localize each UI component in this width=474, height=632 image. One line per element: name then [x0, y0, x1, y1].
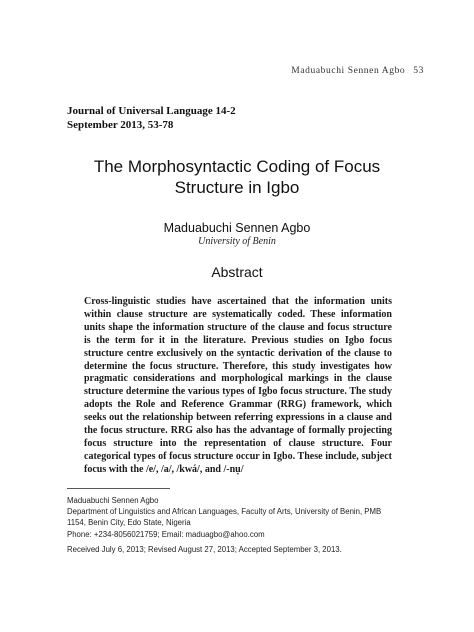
paper-title [40, 156, 434, 198]
page-number: 53 [413, 66, 424, 76]
running-head [291, 66, 424, 76]
author-footnote [67, 495, 412, 540]
journal-name: Journal of Universal Language 14-2 [67, 105, 236, 117]
running-head-author: Maduabuchi Sennen Agbo [291, 66, 406, 76]
footnote-address: 1154, Benin City, Edo State, Nigeria [67, 518, 191, 528]
footnote-department: Department of Linguistics and African Languages, Faculty of Arts, University of Benin, PMB [67, 507, 382, 517]
footnote-divider [67, 488, 170, 489]
paper-title-line-1: The Morphosyntactic Coding of Focus [93, 157, 381, 176]
paper-title-line-2: Structure in Igbo [174, 178, 300, 197]
journal-issue-date: September 2013, 53-78 [67, 119, 174, 131]
abstract-body: Cross-linguistic studies have ascertained that the information units within clause structure are systematically coded. These information units shape the information structure of the clause and focus structure is the term for it in the literature. Previous studies on Igbo focus structure centre exclusively on the syntactic derivation of the clause to determine the focus structure. Therefore, this study investigates how pragmatic considerations and morphological markings in the clause structure determine the various types of Igbo focus structure. The study adopts the Role and Reference Grammar (RRG) framework, which seeks out the relationship between referring expressions in a clause and the focus structure. RRG also has the advantage of formally projecting focus structure into the representation of clause structure. Four categorical types of focus structure occur in Igbo. These include, subject focus with the /e/, /a/, /kwá/, and /-nụ/ [84, 296, 392, 475]
received-dates: Received July 6, 2013; Revised August 27, 2013; Accepted September 3, 2013. [67, 545, 342, 554]
abstract-heading: Abstract [211, 264, 263, 280]
footnote-contact: Phone: +234-8056021759; Email: maduagbo@ahoo.com [67, 529, 265, 539]
journal-info [67, 104, 236, 132]
footnote-name: Maduabuchi Sennen Agbo [67, 496, 159, 505]
author-name: Maduabuchi Sennen Agbo [163, 221, 311, 235]
author-affiliation: University of Benin [198, 236, 276, 247]
